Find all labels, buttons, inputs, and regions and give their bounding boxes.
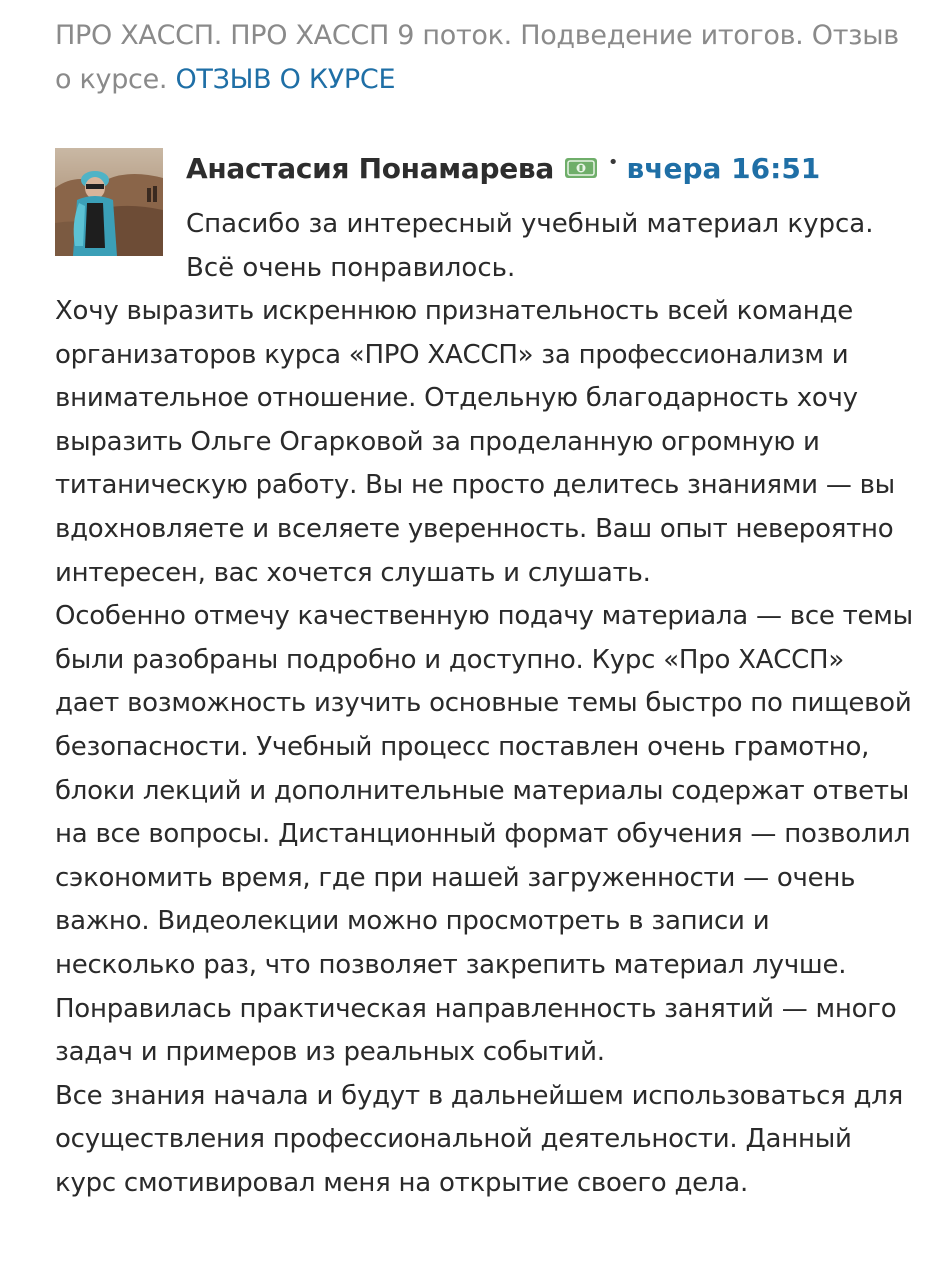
breadcrumb-path: ПРО ХАССП. ПРО ХАССП 9 поток. Подведение итогов. Отзыв о курсе. [55, 20, 899, 95]
comment-intro: Спасибо за интересный учебный материал курса. Всё очень понравилось. [186, 209, 874, 283]
comment-paragraph: Особенно отмечу качественную подачу материала — все темы были разобраны подробно и доступно. Курс «Про ХАССП» дает возможность изучить основные темы быстро по пищевой безопасности. Учебный процесс поставлен очень грамотно, блоки лекций и дополнительные материалы содержат ответы на все вопросы. Дистанционный формат обучения — позволил сэкономить время, где при нашей загруженности — очень важно. Видеолекции можно просмотреть в записи и несколько раз, что позволяет закрепить материал лучше. Понравилась практическая направленность занятий — много задач и примеров из реальных событий. [55, 601, 913, 1068]
author-name[interactable]: Анастасия Понамарева [186, 151, 554, 185]
avatar[interactable] [55, 148, 163, 256]
breadcrumb-link-review[interactable]: ОТЗЫВ О КУРСЕ [175, 64, 396, 95]
comment-paragraph: Все знания начала и будут в дальнейшем использоваться для осуществления профессиональной деятельности. Данный курс смотивировал меня на открытие своего дела. [55, 1080, 904, 1198]
money-badge-icon [564, 157, 598, 179]
comment-header [186, 146, 820, 190]
comment-paragraph: Хочу выразить искреннюю признательность всей команде организаторов курса «ПРО ХАССП» за профессионализм и внимательное отношение. Отдельную благодарность хочу выразить Ольге Огарковой за проделанную огромную и титаническую работу. Вы не просто делитесь знаниями — вы вдохновляете и вселяете уверенность. Ваш опыт невероятно интересен, вас хочется слушать и слушать. [55, 296, 895, 588]
separator-dot: • [607, 151, 619, 173]
comment-body [55, 290, 915, 1205]
comment-timestamp[interactable]: вчера 16:51 [626, 151, 821, 185]
avatar-photo [55, 148, 163, 256]
breadcrumb [55, 14, 915, 102]
